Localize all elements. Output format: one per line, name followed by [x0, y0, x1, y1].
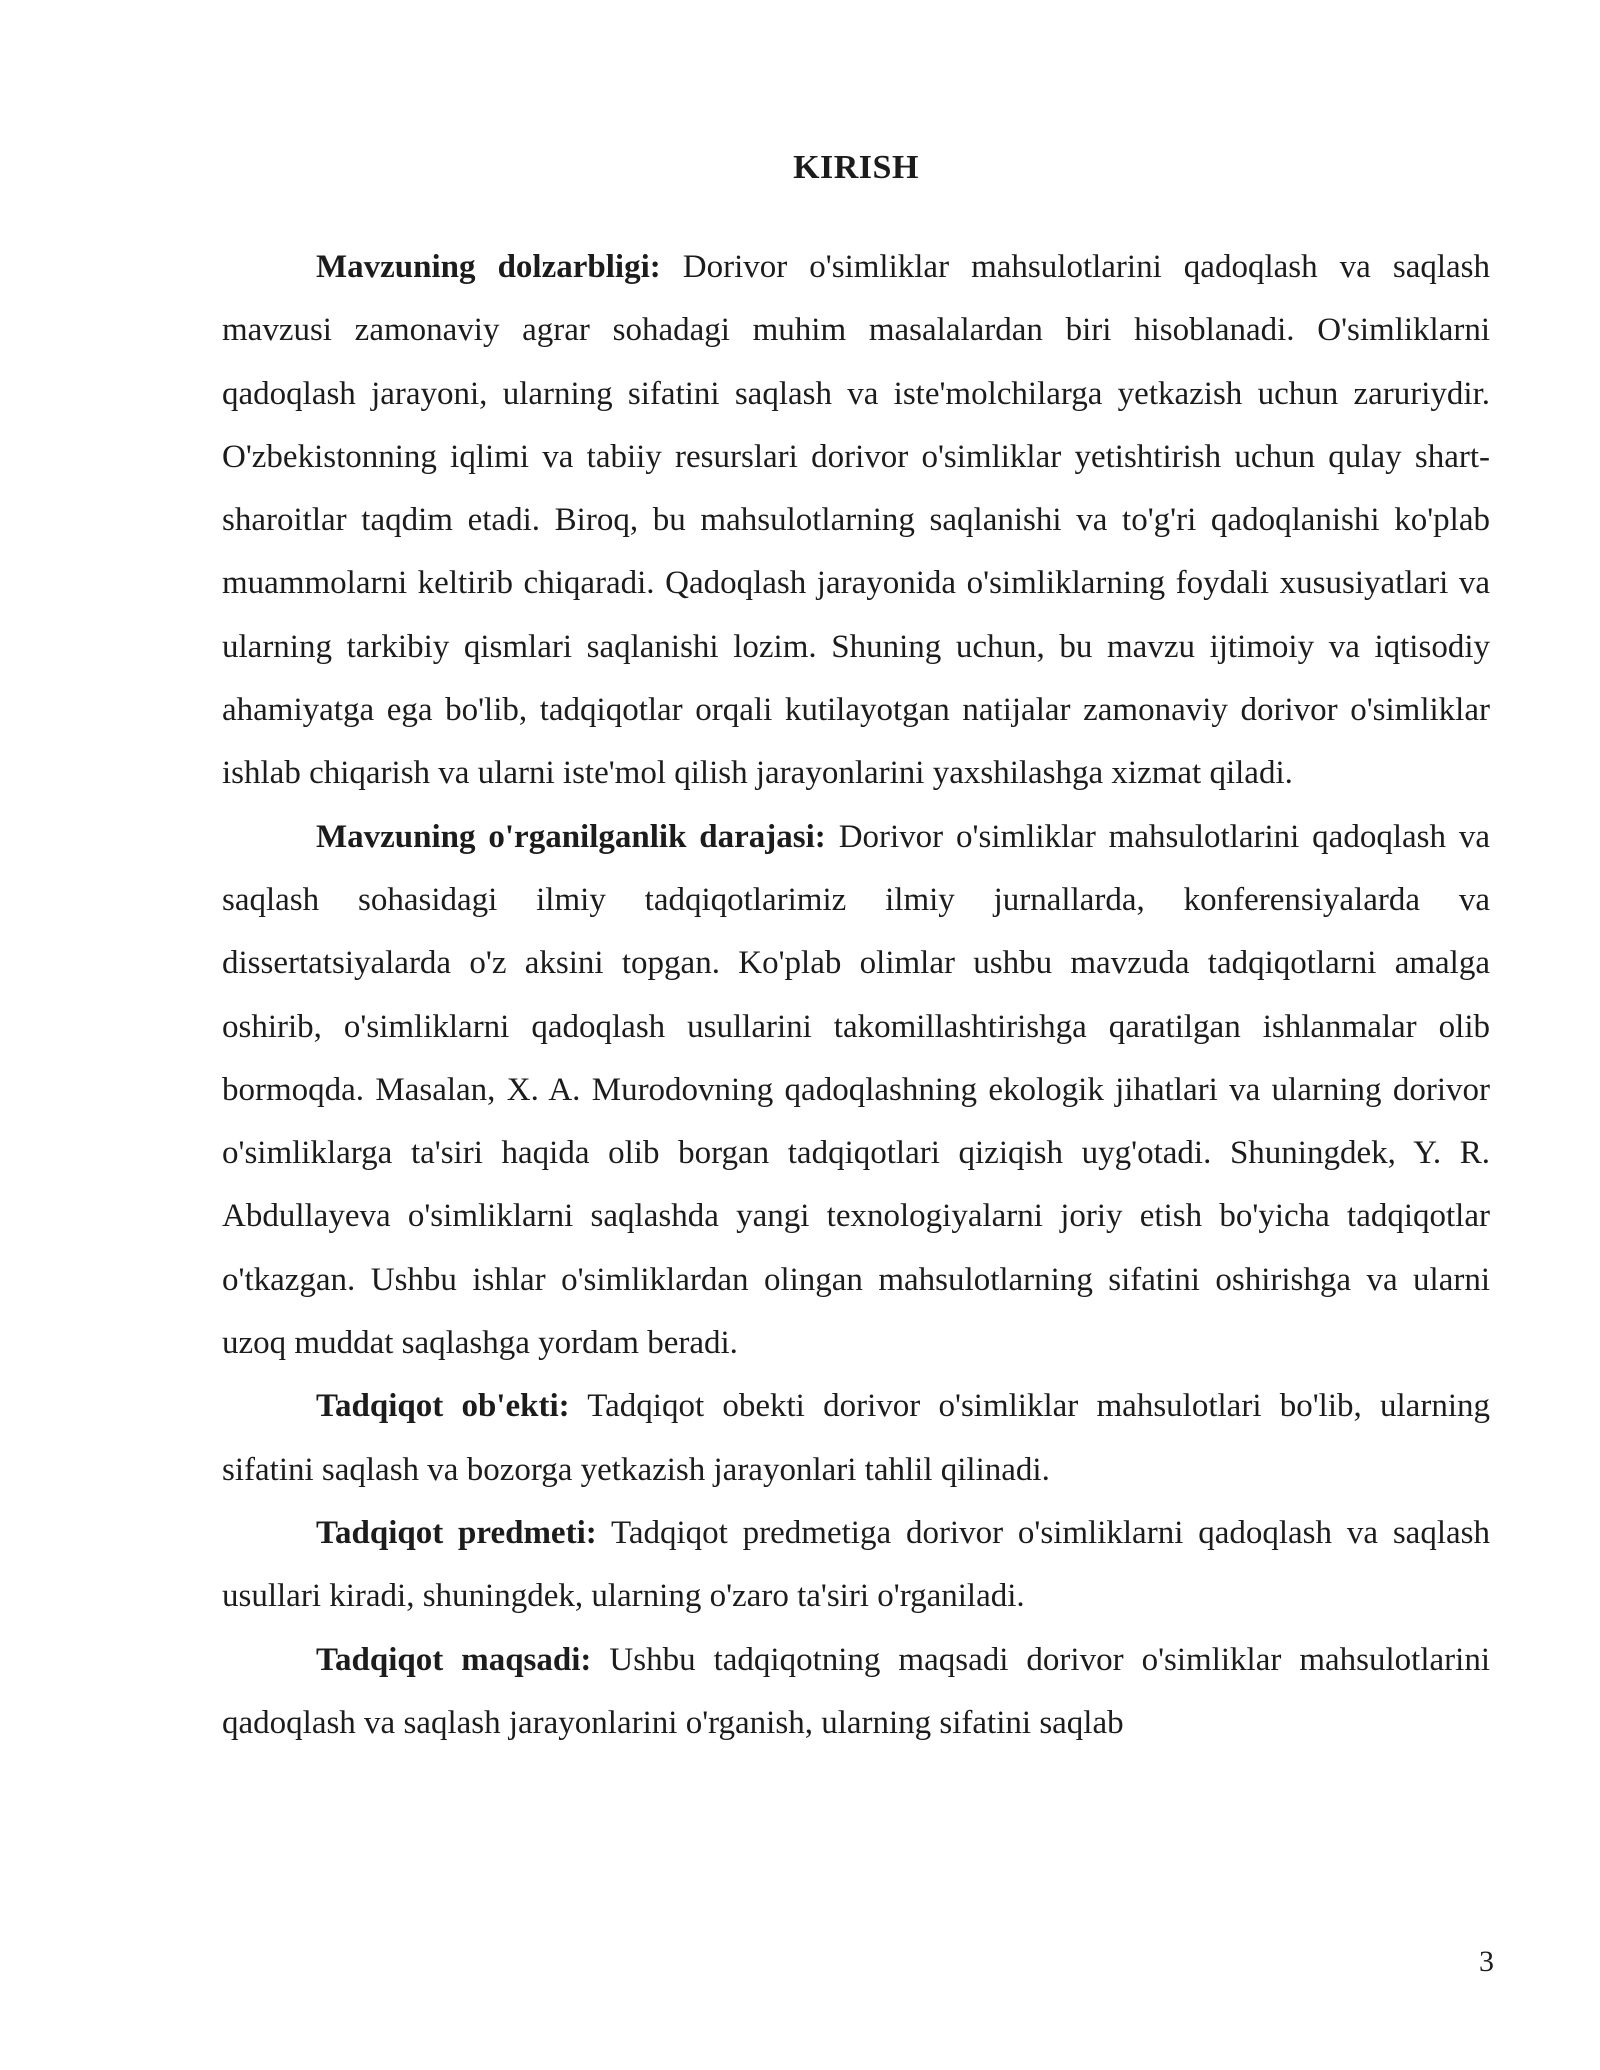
- paragraph-label: Tadqiqot maqsadi:: [316, 1641, 592, 1678]
- page-title: KIRISH: [793, 149, 919, 186]
- paragraph-relevance: [222, 236, 1490, 806]
- paragraph-label: Mavzuning dolzarbligi:: [316, 249, 661, 285]
- paragraph-text: Tadqiqot obekti dorivor o'simliklar mahsulotlari bo'lib, ularning sifatini saqlash va bozorga yetkazish jarayonlari tahlil qilinadi.: [222, 1388, 1490, 1488]
- paragraph-research-object: [222, 1375, 1490, 1502]
- paragraph-text: Tadqiqot predmetiga dorivor o'simliklarni qadoqlash va saqlash usullari kiradi, shuningdek, ularning o'zaro ta'siri o'rganiladi.: [222, 1514, 1490, 1615]
- paragraph-text: Dorivor o'simliklar mahsulotlarini qadoqlash va saqlash sohasidagi ilmiy tadqiqotlarimiz ilmiy jurnallarda, konferensiyalarda va dissertatsiyalarda o'z aksini topgan. Ko'plab olimlar ushbu mavzuda tadqiqotlarni amalga oshirib, o'simliklarni qadoqlash usullarini takomillashtirishga qaratilgan ishlanmalar olib bormoqda. Masalan, X. A. Murodovning qadoqlashning ekologik jihatlari va ularning dorivor o'simliklarga ta'siri haqida olib borgan tadqiqotlari qiziqish uyg'otadi. Shuningdek, Y. R. Abdullayeva o'simliklarni saqlashda yangi texnologiyalarni joriy etish bo'yicha tadqiqotlar o'tkazgan. Ushbu ishlar o'simliklardan olingan mahsulotlarning sifatini oshirishga va ularni uzoq muddat saqlashga yordam beradi.: [222, 818, 1491, 1362]
- paragraph-label: Tadqiqot predmeti:: [316, 1514, 597, 1551]
- paragraph-label: Mavzuning o'rganilganlik darajasi:: [316, 818, 826, 855]
- paragraph-research-subject: [222, 1502, 1490, 1629]
- paragraph-study-level: [222, 806, 1490, 1376]
- page-number: 3: [1479, 1945, 1494, 1978]
- page-body: [222, 236, 1490, 1755]
- paragraph-text: Dorivor o'simliklar mahsulotlarini qadoqlash va saqlash mavzusi zamonaviy agrar sohadagi muhim masalalardan biri hisoblanadi. O'simliklarni qadoqlash jarayoni, ularning sifatini saqlash va iste'molchilarga yetkazish uchun zaruriydir. O'zbekistonning iqlimi va tabiiy resurslari dorivor o'simliklar yetishtirish uchun qulay shart-sharoitlar taqdim etadi. Biroq, bu mahsulotlarning saqlanishi va to'g'ri qadoqlanishi ko'plab muammolarni keltirib chiqaradi. Qadoqlash jarayonida o'simliklarning foydali xususiyatlari va ularning tarkibiy qismlari saqlanishi lozim. Shuning uchun, bu mavzu ijtimoiy va iqtisodiy ahamiyatga ega bo'lib, tadqiqotlar orqali kutilayotgan natijalar zamonaviy dorivor o'simliklar ishlab chiqarish va ularni iste'mol qilish jarayonlarini yaxshilashga xizmat qiladi.: [222, 249, 1490, 792]
- paragraph-text: Ushbu tadqiqotning maqsadi dorivor o'simliklar mahsulotlarini qadoqlash va saqlash jarayonlarini o'rganish, ularning sifatini saqlab: [222, 1641, 1490, 1741]
- paragraph-label: Tadqiqot ob'ekti:: [316, 1388, 570, 1425]
- paragraph-research-goal: [222, 1629, 1490, 1756]
